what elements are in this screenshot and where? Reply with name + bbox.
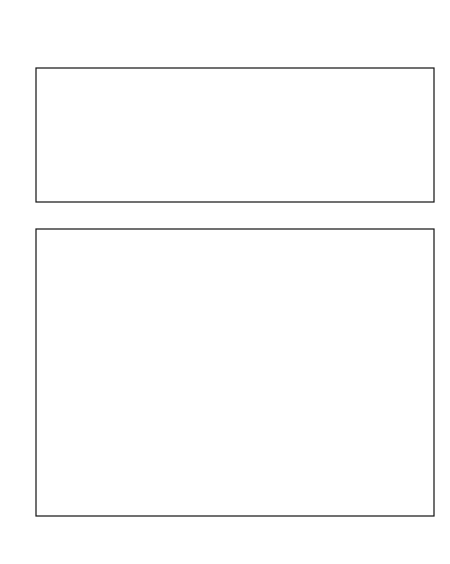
power-panel <box>36 68 434 202</box>
power-plot-frame <box>36 68 434 202</box>
pressure-plot-frame <box>36 229 434 516</box>
pressure-panel <box>36 229 434 516</box>
